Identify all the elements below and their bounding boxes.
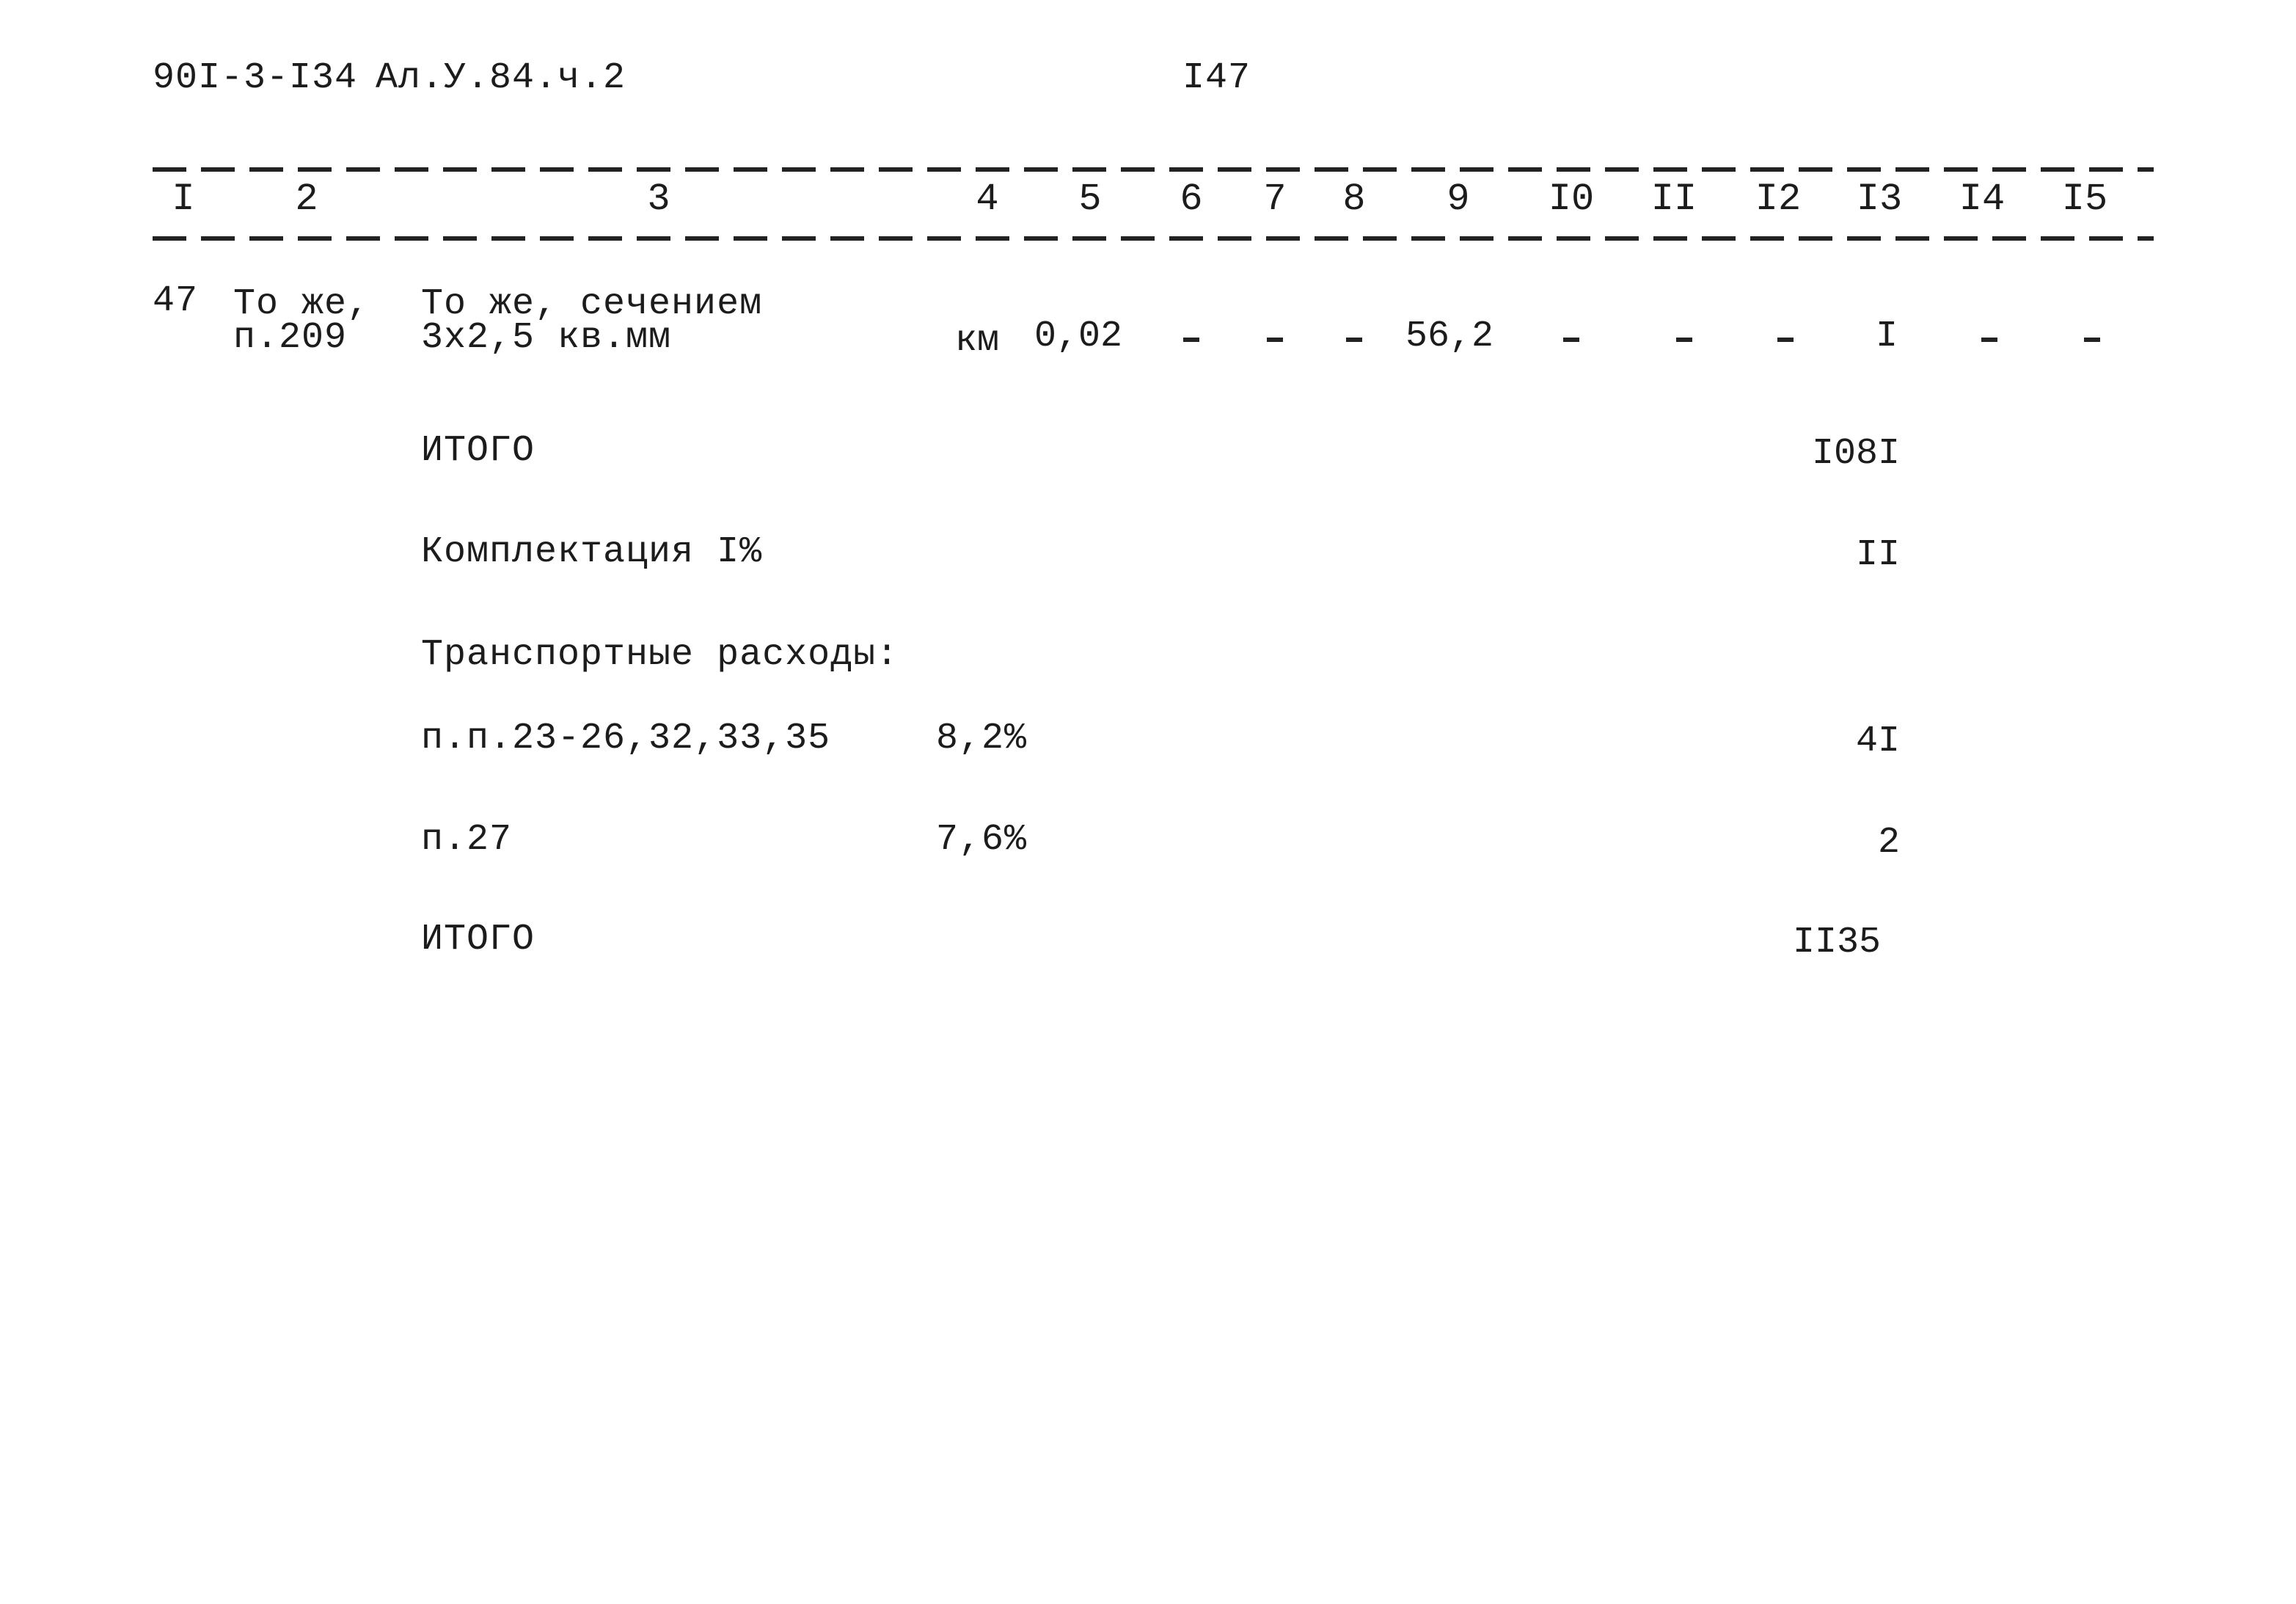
grand-total-value: II35 bbox=[1792, 922, 1881, 963]
column-header: 8 bbox=[1342, 178, 1366, 221]
row-col11-dash bbox=[1676, 338, 1692, 342]
row-number: 47 bbox=[153, 280, 199, 322]
row-col12-dash bbox=[1777, 338, 1794, 342]
row-col14-dash bbox=[1981, 338, 1997, 342]
page-number: I47 bbox=[1182, 57, 1251, 99]
transport-item-percent: 8,2% bbox=[936, 718, 1028, 759]
row-col15-dash bbox=[2084, 338, 2100, 342]
row-source-line2: п.209 bbox=[233, 317, 348, 359]
column-header: 4 bbox=[976, 178, 999, 221]
row-col13-value: I bbox=[1875, 316, 1898, 357]
row-description-line1: То же, сечением bbox=[421, 283, 763, 325]
column-header: I5 bbox=[2061, 178, 2108, 221]
transport-item-label: п.27 bbox=[421, 819, 513, 861]
column-header: 5 bbox=[1078, 178, 1102, 221]
row-source-line1: То же, bbox=[233, 283, 370, 325]
header-top-rule bbox=[153, 167, 2154, 172]
transport-item-value: 2 bbox=[1877, 822, 1900, 864]
document-code: 90I-3-I34 bbox=[153, 57, 358, 99]
row-col6-dash bbox=[1183, 338, 1199, 342]
row-unit: км bbox=[954, 320, 1000, 362]
row-col10-dash bbox=[1563, 338, 1579, 342]
header-bottom-rule bbox=[153, 236, 2154, 241]
total-value: I08I bbox=[1811, 433, 1900, 475]
column-header: I bbox=[172, 178, 195, 221]
column-header: I0 bbox=[1548, 178, 1595, 221]
row-col7-dash bbox=[1267, 338, 1283, 342]
album-reference: Ал.У.84.ч.2 bbox=[376, 57, 626, 99]
column-header: I4 bbox=[1959, 178, 2006, 221]
row-description-line2: 3х2,5 кв.мм bbox=[421, 317, 672, 359]
column-header: 3 bbox=[647, 178, 670, 221]
column-header: II bbox=[1650, 178, 1697, 221]
transport-label: Транспортные расходы: bbox=[421, 634, 899, 676]
column-header: 9 bbox=[1447, 178, 1470, 221]
grand-total-label: ИТОГО bbox=[421, 919, 535, 960]
column-header: 7 bbox=[1263, 178, 1287, 221]
row-quantity: 0,02 bbox=[1034, 316, 1123, 357]
column-header: I2 bbox=[1755, 178, 1802, 221]
kompl-value: II bbox=[1855, 534, 1900, 576]
transport-item-value: 4I bbox=[1855, 721, 1900, 762]
column-header: 6 bbox=[1180, 178, 1203, 221]
column-header: 2 bbox=[295, 178, 318, 221]
kompl-label: Комплектация I% bbox=[421, 531, 763, 573]
column-header: I3 bbox=[1856, 178, 1903, 221]
row-col9-value: 56,2 bbox=[1405, 316, 1494, 357]
row-col8-dash bbox=[1346, 338, 1362, 342]
transport-item-percent: 7,6% bbox=[936, 819, 1028, 861]
transport-item-label: п.п.23-26,32,33,35 bbox=[421, 718, 831, 759]
total-label: ИТОГО bbox=[421, 430, 535, 472]
